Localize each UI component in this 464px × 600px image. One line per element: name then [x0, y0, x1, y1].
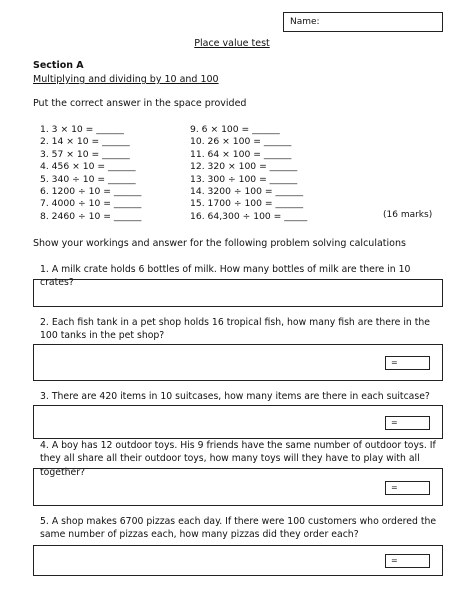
question-item: 15. 1700 ÷ 100 = ______ [190, 198, 304, 210]
problem-text: 3. There are 420 items in 10 suitcases, how many items are there in each suitcase? [40, 391, 430, 402]
result-box[interactable] [385, 416, 430, 430]
question-item: 8. 2460 ÷ 10 = ______ [40, 210, 142, 222]
equals-sign: = [391, 358, 398, 367]
question-item: 16. 64,300 ÷ 100 = _____ [190, 210, 308, 222]
question-item: 11. 64 × 100 = ______ [190, 148, 292, 160]
question-item: 4. 456 × 10 = ______ [40, 161, 136, 173]
question-item: 10. 26 × 100 = ______ [190, 136, 292, 148]
result-box[interactable] [385, 356, 430, 370]
questions-left-column [40, 124, 141, 223]
answer-box[interactable] [33, 468, 443, 506]
question-item: 9. 6 × 100 = ______ [190, 124, 280, 135]
name-label: Name: [290, 17, 320, 27]
equals-sign: = [391, 418, 398, 427]
result-box[interactable] [385, 554, 430, 568]
section-heading: Section A [33, 60, 84, 71]
section-subheading: Multiplying and dividing by 10 and 100 [33, 74, 219, 85]
equals-sign: = [391, 556, 398, 565]
question-item: 3. 57 × 10 = ______ [40, 148, 130, 160]
page-title: Place value test [194, 38, 270, 49]
equals-sign: = [391, 483, 398, 492]
instruction-workings: Show your workings and answer for the following problem solving calculations [33, 238, 406, 249]
question-item: 7. 4000 ÷ 10 = ______ [40, 198, 142, 210]
questions-right-column [190, 124, 307, 223]
answer-box[interactable] [33, 279, 443, 307]
problem-text: 5. A shop makes 6700 pizzas each day. If there were 100 customers who ordered the same number of pizzas each, how many pizzas did they order each? [40, 516, 437, 541]
answer-box[interactable] [33, 545, 443, 576]
problem-text: 2. Each fish tank in a pet shop holds 16 tropical fish, how many fish are there in the 100 tanks in the pet shop? [40, 317, 431, 342]
question-item: 13. 300 ÷ 100 = ______ [190, 173, 298, 185]
question-item: 12. 320 × 100 = ______ [190, 161, 298, 173]
problem-text: 4. A boy has 12 outdoor toys. His 9 friends have the same number of outdoor toys. If they all share all their outdoor toys, how many toys will they have to play with all together? [40, 440, 436, 478]
instruction-answers: Put the correct answer in the space provided [33, 98, 247, 109]
result-box[interactable] [385, 481, 430, 495]
name-field[interactable] [283, 12, 443, 32]
question-item: 14. 3200 ÷ 100 = ______ [190, 185, 304, 197]
problem-text: 1. A milk crate holds 6 bottles of milk. How many bottles of milk are there in 10 crates? [40, 264, 411, 289]
question-item: 2. 14 × 10 = ______ [40, 136, 130, 148]
question-item: 5. 340 ÷ 10 = ______ [40, 173, 136, 185]
question-item: 6. 1200 ÷ 10 = ______ [40, 185, 142, 197]
answer-box[interactable] [33, 344, 443, 381]
question-item: 1. 3 × 10 = ______ [40, 124, 124, 135]
marks-label: (16 marks) [383, 210, 433, 220]
answer-box[interactable] [33, 405, 443, 439]
